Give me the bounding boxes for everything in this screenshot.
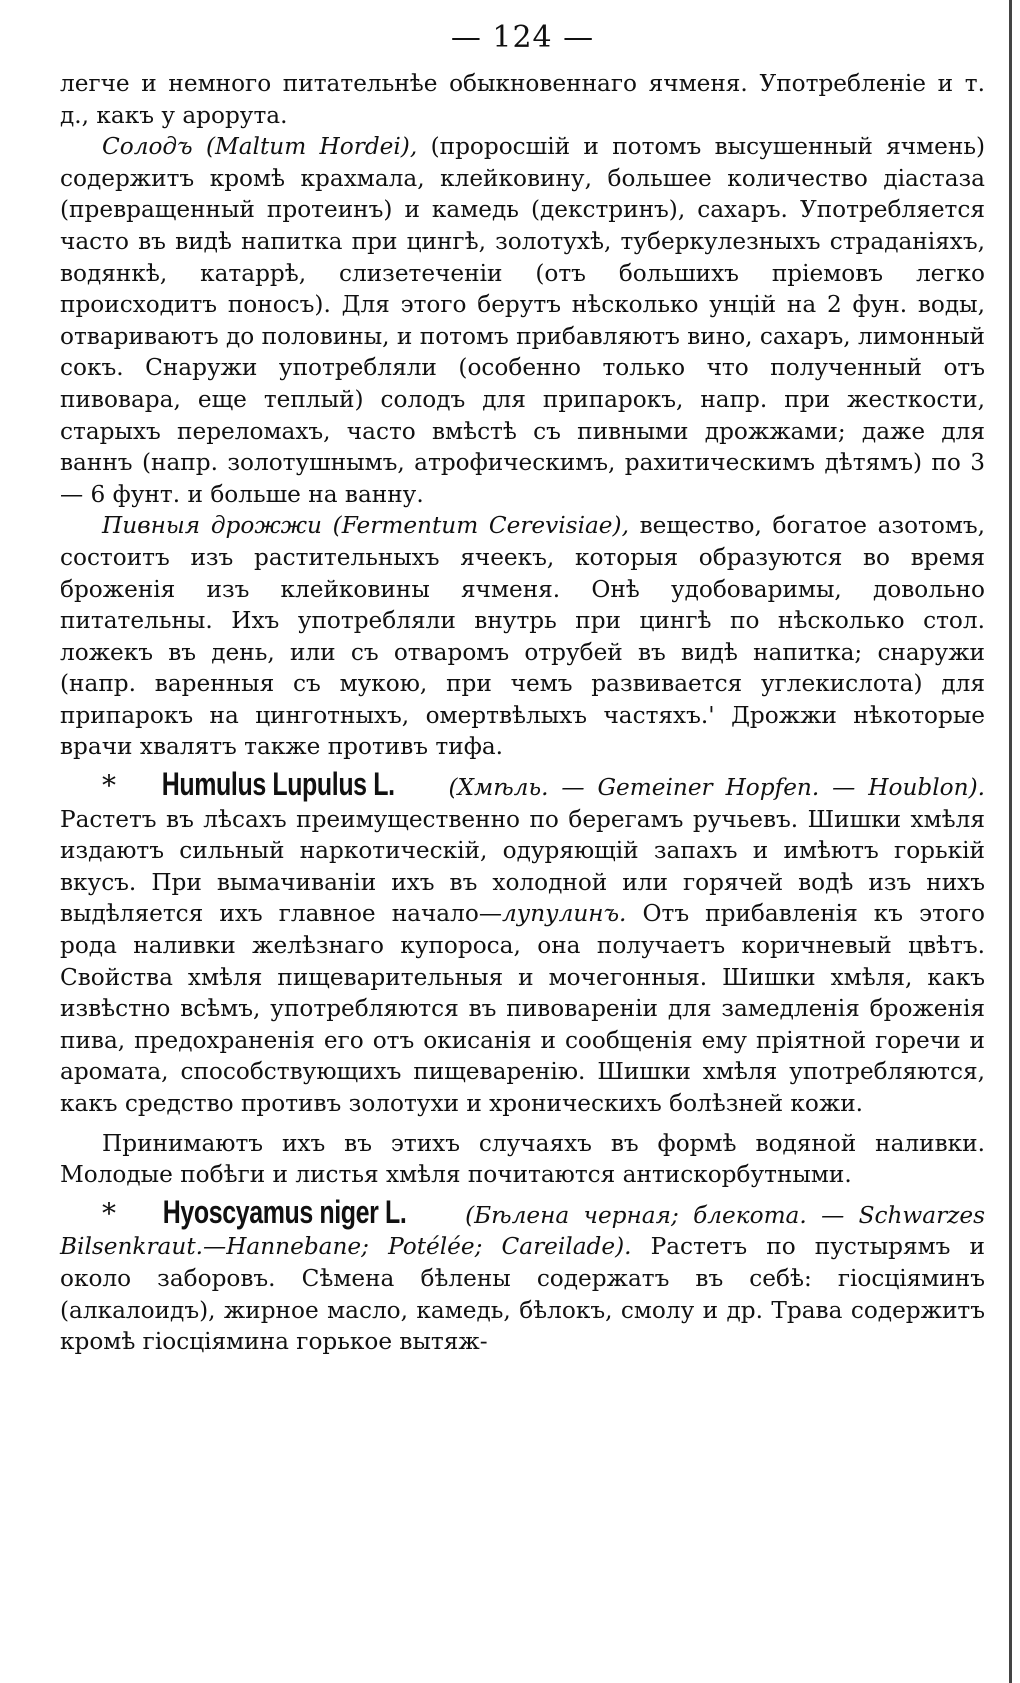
- paragraph-humulus: [60, 766, 985, 1120]
- names-humulus: (Хмѣль. — Gemeiner Hopfen. — Houblon).: [448, 774, 985, 802]
- paragraph-yeast: [60, 510, 985, 763]
- page-number: — 124 —: [450, 20, 595, 55]
- paragraph-malt: [60, 131, 985, 510]
- paragraph-arrowroot-end: легче и немного питательнѣе обыкновеннаго ячменя. Употребленіе и т. д., какъ у арорута.: [60, 70, 985, 129]
- latin-yeast: (Fermentum Cerevisiae),: [332, 512, 629, 540]
- term-malt: Солодъ: [102, 133, 193, 161]
- paragraph-humulus-usage: Принимаютъ ихъ въ этихъ случаяхъ въ формѣ водяной наливки. Молодые побѣги и листья хмѣля почитаются антискорбутными.: [60, 1129, 985, 1189]
- heading-hyoscyamus: Hyoscyamus niger L.: [163, 1193, 407, 1230]
- body-text: [60, 68, 985, 1358]
- latin-malt: (Maltum Hordei),: [205, 133, 418, 161]
- text-hyoscyamus: Растетъ по пустырямъ и около заборовъ. Сѣмена бѣлены содержатъ въ себѣ: гіосціяминъ (алкалоидъ), жирное масло, камедь, бѣлокъ, смолу и др. Трава содержитъ кромѣ гіосціямина горькое вытяж-: [60, 1233, 985, 1356]
- text-humulus-a: Растетъ въ лѣсахъ преимущественно по берегамъ ручьевъ. Шишки хмѣля издаютъ сильный наркотическій, одуряющій запахъ и имѣютъ горькій вкусъ. При вымачиваніи ихъ въ холодной или горячей водѣ изъ нихъ выдѣляется ихъ главное начало—: [60, 805, 985, 928]
- heading-humulus: Humulus Lupulus L.: [161, 766, 395, 803]
- term-lupulin: лупулинъ.: [502, 900, 627, 928]
- star-mark: *: [102, 769, 116, 803]
- star-mark: *: [102, 1196, 116, 1230]
- text-malt: (проросшій и потомъ высушенный ячмень) содержитъ кромѣ крахмала, клейковину, большее количество діастаза (превращенный протеинъ) и камедь (декстринъ), сахаръ. Употребляется часто въ видѣ напитка при цингѣ, золотухѣ, туберкулезныхъ страданіяхъ, водянкѣ, катаррѣ, слизетеченіи (отъ большихъ пріемовъ легко происходитъ поносъ). Для этого берутъ нѣсколько унцій на 2 фун. воды, отвариваютъ до половины, и потомъ прибавляютъ вино, сахаръ, лимонный сокъ. Снаружи употребляли (особенно только что полученный отъ пивовара, еще теплый) солодъ для припарокъ, напр. при жесткости, старыхъ переломахъ, часто вмѣстѣ съ пивными дрожжами; даже для ваннъ (напр. золотушнымъ, атрофическимъ, рахитическимъ дѣтямъ) по 3 — 6 фунт. и больше на ванну.: [60, 133, 985, 508]
- paragraph-hyoscyamus: [60, 1193, 986, 1358]
- term-yeast: Пивныя дрожжи: [102, 512, 322, 540]
- document-page: [60, 18, 985, 1358]
- names-hyoscyamus: (Бѣлена черная; блекота. — Schwarzes Bilsenkraut.—Hannebane; Potélée; Careilade).: [60, 1201, 986, 1261]
- page-edge-rule: [1009, 0, 1012, 1683]
- text-humulus-b: Отъ прибавленія къ этого рода наливки желѣзнаго купороса, она получаетъ коричневый цвѣтъ. Свойства хмѣля пищеварительныя и мочегонныя. Шишки хмѣля, какъ извѣстно всѣмъ, употребляются въ пивовареніи для замедленія броженія пива, предохраненія его отъ окисанія и сообщенія ему пріятной горечи и аромата, способствующихъ пищеваренію. Шишки хмѣля употребляются, какъ средство противъ золотухи и хроническихъ болѣзней кожи.: [60, 900, 985, 1117]
- text-yeast: вещество, богатое азотомъ, состоитъ изъ растительныхъ ячеекъ, которыя образуются во время броженія изъ клейковины ячменя. Онѣ удобоваримы, довольно питательны. Ихъ употребляли внутрь при цингѣ по нѣсколько стол. ложекъ въ день, или съ отваромъ отрубей въ видѣ напитка; снаружи (напр. варенныя съ мукою, при чемъ развивается углекислота) для припарокъ на цинготныхъ, омертвѣлыхъ частяхъ.' Дрожжи нѣкоторые врачи хвалятъ также противъ тифа.: [60, 512, 985, 761]
